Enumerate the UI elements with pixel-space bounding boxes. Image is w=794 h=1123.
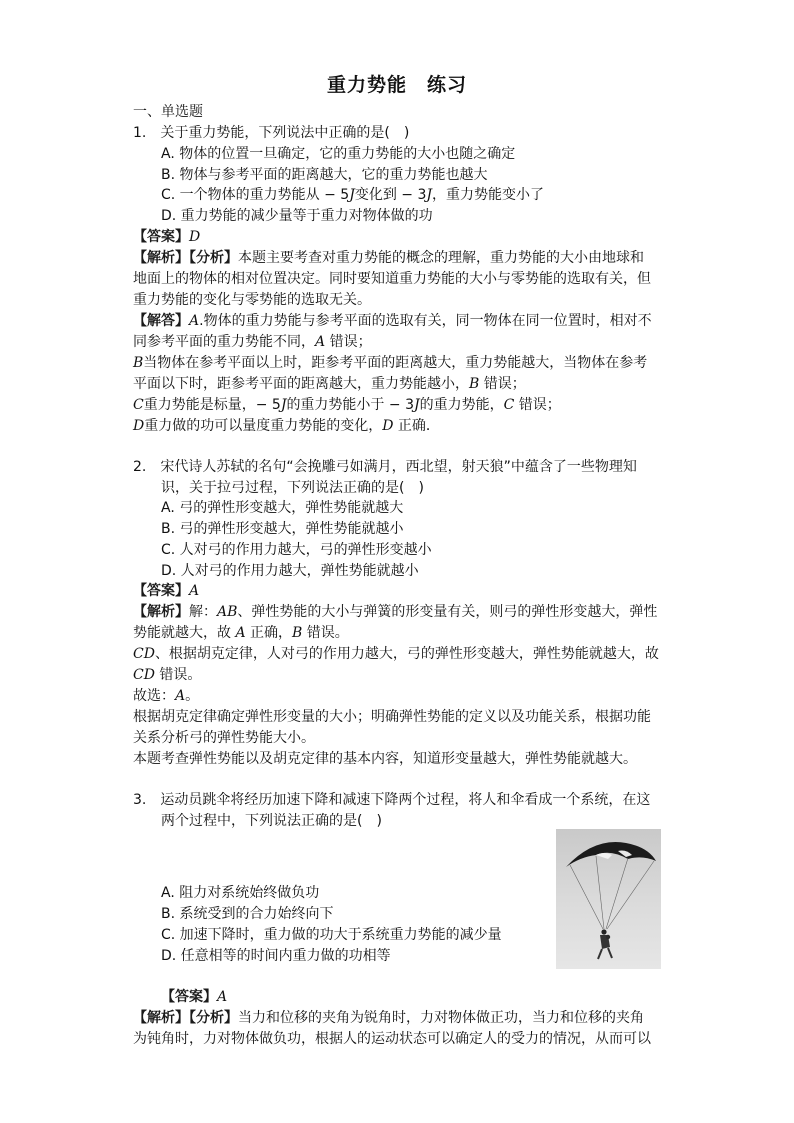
q2-explanation-line: 根据胡克定律确定弹性形变量的大小；明确弹性势能的定义以及功能关系，根据功能 bbox=[133, 709, 651, 725]
q1-solution-line: C重力势能是标量，− 5J的重力势能小于 − 3J的重力势能，C 错误； bbox=[133, 397, 561, 413]
q1-solution-line: 平面以下时，距参考平面的距离越大，重力势能越小，B 错误； bbox=[133, 376, 526, 392]
q3-option-a: A. 阻力对系统始终做负功 bbox=[161, 885, 320, 901]
question-1-stem: 1. 关于重力势能，下列说法中正确的是( ) bbox=[133, 125, 410, 141]
q1-solution-line: D重力做的功可以量度重力势能的变化，D 正确． bbox=[133, 418, 440, 434]
q1-analysis-line: 地面上的物体的相对位置决定。同时要知道重力势能的大小与零势能的选取有关，但 bbox=[133, 271, 651, 287]
section-heading: 一、单选题 bbox=[133, 104, 203, 120]
q1-analysis-line: 【解析】【分析】本题主要考查对重力势能的概念的理解，重力势能的大小由地球和 bbox=[133, 250, 644, 266]
q2-explanation-line: 势能就越大，故 A 正确，B 错误。 bbox=[133, 625, 349, 641]
q1-option-c: C. 一个物体的重力势能从 − 5J变化到 − 3J，重力势能变小了 bbox=[161, 187, 545, 203]
q2-explanation-line: 关系分析弓的弹性势能大小。 bbox=[133, 730, 315, 746]
q2-explanation-line: 【解析】解：AB、弹性势能的大小与弹簧的形变量有关，则弓的弹性形变越大，弹性 bbox=[133, 604, 658, 620]
q2-explanation-line: 本题考查弹性势能以及胡克定律的基本内容，知道形变量越大，弹性势能就越大。 bbox=[133, 751, 637, 767]
q3-analysis-line: 【解析】【分析】当力和位移的夹角为锐角时，力对物体做正功，当力和位移的夹角 bbox=[133, 1010, 644, 1026]
q3-answer: 【答案】A bbox=[161, 989, 228, 1005]
q2-explanation-line: CD 错误。 bbox=[133, 667, 202, 683]
q2-option-b: B. 弓的弹性形变越大，弹性势能就越小 bbox=[161, 521, 404, 537]
q1-option-b: B. 物体与参考平面的距离越大，它的重力势能也越大 bbox=[161, 167, 488, 183]
q2-explanation-line: 故选：A。 bbox=[133, 688, 200, 704]
question-3-stem: 3. 运动员跳伞将经历加速下降和减速下降两个过程，将人和伞看成一个系统，在这 bbox=[133, 792, 651, 808]
q1-solution-line: 同参考平面的重力势能不同，A 错误； bbox=[133, 334, 372, 350]
q3-option-b: B. 系统受到的合力始终向下 bbox=[161, 906, 334, 922]
q3-analysis-line: 为钝角时，力对物体做负功，根据人的运动状态可以确定人的受力的情况，从而可以 bbox=[133, 1031, 651, 1047]
parachutist-icon bbox=[556, 829, 661, 969]
q1-solution-line: B当物体在参考平面以上时，距参考平面的距离越大，重力势能越大，当物体在参考 bbox=[133, 355, 648, 371]
q2-option-d: D. 人对弓的作用力越大，弹性势能就越小 bbox=[161, 563, 419, 579]
q2-answer: 【答案】A bbox=[133, 583, 200, 599]
q2-option-a: A. 弓的弹性形变越大，弹性势能就越大 bbox=[161, 500, 404, 516]
page-title: 重力势能 练习 bbox=[326, 74, 467, 96]
q2-explanation-line: CD、根据胡克定律，人对弓的作用力越大，弓的弹性形变越大，弹性势能就越大，故 bbox=[133, 646, 659, 662]
question-2-stem: 识，关于拉弓过程，下列说法正确的是( ) bbox=[161, 480, 424, 496]
q3-option-d: D. 任意相等的时间内重力做的功相等 bbox=[161, 948, 391, 964]
q2-option-c: C. 人对弓的作用力越大，弓的弹性形变越小 bbox=[161, 542, 432, 558]
q3-option-c: C. 加速下降时，重力做的功大于系统重力势能的减少量 bbox=[161, 927, 502, 943]
q1-analysis-line: 重力势能的变化与零势能的选取无关。 bbox=[133, 292, 371, 308]
q1-option-a: A. 物体的位置一旦确定，它的重力势能的大小也随之确定 bbox=[161, 146, 516, 162]
parachute-photo bbox=[556, 829, 661, 969]
question-2-stem: 2. 宋代诗人苏轼的名句“会挽雕弓如满月，西北望，射天狼”中蕴含了一些物理知 bbox=[133, 459, 637, 475]
q1-option-d: D. 重力势能的减少量等于重力对物体做的功 bbox=[161, 208, 433, 224]
q1-solution-line: 【解答】A.物体的重力势能与参考平面的选取有关，同一物体在同一位置时，相对不 bbox=[133, 313, 652, 329]
q1-answer: 【答案】D bbox=[133, 229, 201, 245]
question-3-stem: 两个过程中，下列说法正确的是( ) bbox=[161, 813, 382, 829]
